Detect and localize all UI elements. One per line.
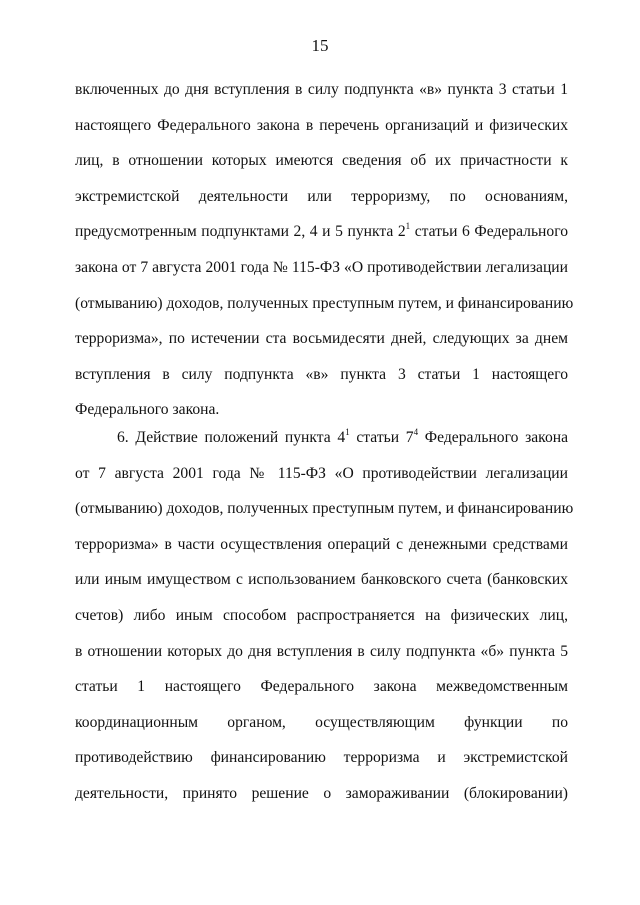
text-line bbox=[75, 677, 568, 713]
superscript: 1 bbox=[405, 221, 411, 232]
text-line bbox=[75, 151, 568, 187]
text-line bbox=[75, 365, 568, 401]
text-segment: предусмотренным подпунктами 2, 4 и 5 пункта 2 bbox=[75, 223, 406, 241]
text-segment: терроризма» в части осуществления операций с денежными средствами bbox=[75, 535, 568, 553]
text-line bbox=[75, 499, 574, 535]
text-line bbox=[75, 748, 568, 784]
text-line bbox=[75, 642, 568, 678]
text-segment: координационным органом, осуществляющим функции по bbox=[75, 713, 568, 731]
text-segment: от 7 августа 2001 года № 115-ФЗ «О противодействии легализации bbox=[75, 464, 568, 482]
text-segment: закона от 7 августа 2001 года № 115-ФЗ «О противодействии легализации bbox=[75, 258, 568, 276]
paragraph-6 bbox=[75, 427, 574, 820]
text-segment: Федерального закона. bbox=[75, 401, 220, 419]
text-segment: вступления в силу подпункта «в» пункта 3 статьи 1 настоящего bbox=[75, 365, 568, 383]
paragraph-5-continuation bbox=[75, 80, 574, 436]
text-line bbox=[75, 329, 568, 365]
text-line bbox=[75, 535, 568, 571]
text-line bbox=[75, 294, 574, 330]
text-line bbox=[75, 258, 568, 294]
superscript: 1 bbox=[345, 427, 350, 437]
text-segment: экстремистской деятельности или терроризму, по основаниям, bbox=[75, 187, 568, 205]
text-segment: 6. Действие положений пункта 4 bbox=[117, 429, 346, 446]
text-segment: статьи 6 Федерального bbox=[410, 223, 569, 241]
text-line bbox=[75, 80, 568, 116]
text-line bbox=[75, 187, 568, 223]
text-segment: включенных до дня вступления в силу подпункта «в» пункта 3 статьи 1 bbox=[75, 81, 568, 98]
text-segment: в отношении которых до дня вступления в силу подпункта «б» пункта 5 bbox=[75, 642, 568, 660]
text-line bbox=[75, 784, 568, 820]
text-segment: настоящего Федерального закона в перечень организаций и физических bbox=[75, 116, 568, 134]
text-line bbox=[75, 222, 568, 258]
text-line bbox=[75, 428, 568, 464]
text-segment: лиц, в отношении которых имеются сведения об их причастности к bbox=[75, 152, 568, 170]
text-line bbox=[75, 570, 568, 606]
text-segment: (отмыванию) доходов, полученных преступным путем, и финансированию bbox=[75, 294, 574, 312]
text-segment: Федерального закона bbox=[418, 429, 569, 446]
superscript: 4 bbox=[413, 427, 419, 437]
text-segment: статьи 7 bbox=[349, 429, 414, 446]
text-segment: терроризма», по истечении ста восьмидесяти дней, следующих за днем bbox=[75, 330, 568, 348]
text-line bbox=[75, 116, 568, 152]
text-line bbox=[75, 464, 568, 500]
page-number: 15 bbox=[311, 36, 329, 55]
text-line bbox=[75, 713, 568, 749]
text-segment: счетов) либо иным способом распространяется на физических лиц, bbox=[75, 606, 568, 624]
text-segment: деятельности, принято решение о замораживании (блокировании) bbox=[75, 784, 568, 802]
text-segment: (отмыванию) доходов, полученных преступным путем, и финансированию bbox=[75, 500, 574, 518]
text-segment: статьи 1 настоящего Федерального закона межведомственным bbox=[75, 678, 568, 696]
text-segment: или иным имуществом с использованием банковского счета (банковских bbox=[75, 571, 568, 589]
text-line bbox=[75, 606, 568, 642]
text-segment: противодействию финансированию терроризма и экстремистской bbox=[75, 749, 568, 767]
